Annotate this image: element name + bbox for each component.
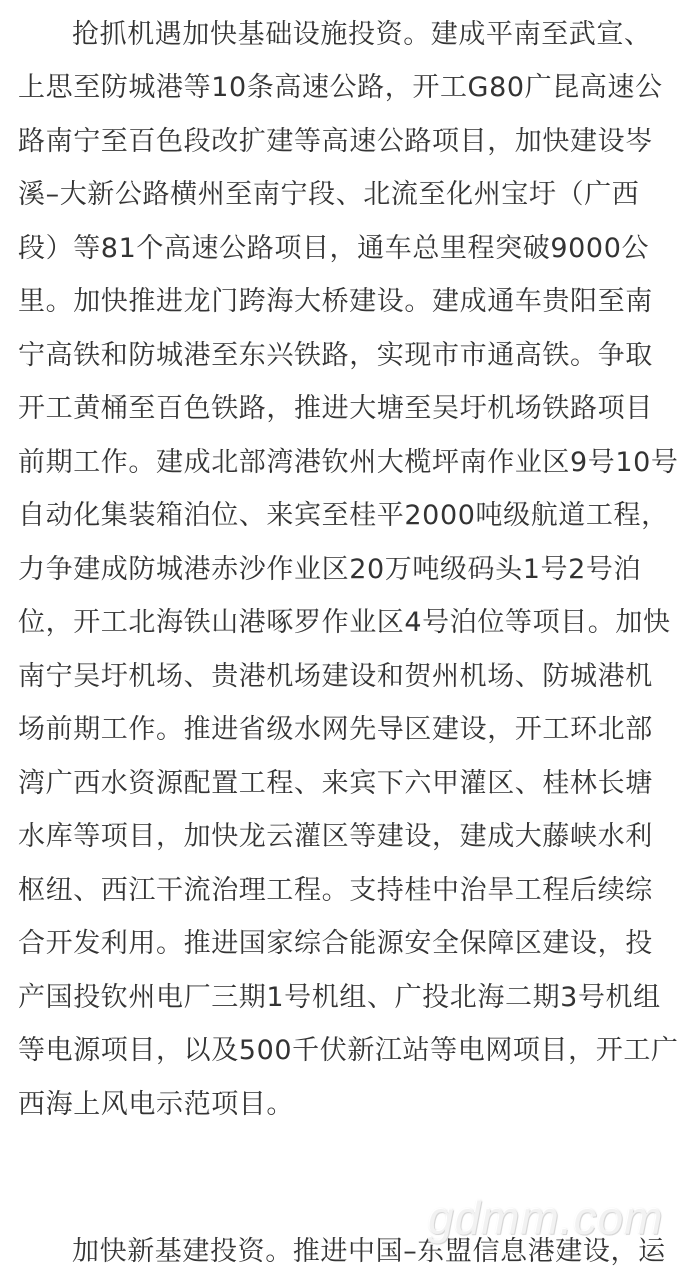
paragraph-1-line-2: 上思至防城港等10条高速公路，开工G80广昆高速公 [18,72,663,103]
paragraph-1-line-21: 西海上风电示范项目。 [18,1089,294,1120]
paragraph-1-line-5: 段）等81个高速公路项目，通车总里程突破9000公 [18,233,650,264]
paragraph-1-line-1: 抢抓机遇加快基础设施投资。建成平南至武宣、 [72,19,652,50]
paragraph-1-line-13: 南宁吴圩机场、贵港机场建设和贺州机场、防城港机 [18,661,653,692]
paragraph-1-line-19: 产国投钦州电厂三期1号机组、广投北海二期3号机组 [18,982,661,1013]
paragraph-1-line-18: 合开发利用。推进国家综合能源安全保障区建设，投 [18,928,653,959]
paragraph-1-line-12: 位，开工北海铁山港啄罗作业区4号泊位等项目。加快 [18,607,671,638]
paragraph-1-line-6: 里。加快推进龙门跨海大桥建设。建成通车贵阳至南 [18,286,653,317]
paragraph-1-line-15: 湾广西水资源配置工程、来宾下六甲灌区、桂林长塘 [18,768,653,799]
paragraph-1-line-10: 自动化集装箱泊位、来宾至桂平2000吨级航道工程， [18,500,669,531]
paragraph-1-line-8: 开工黄桶至百色铁路，推进大塘至吴圩机场铁路项目 [18,393,653,424]
paragraph-1-line-7: 宁高铁和防城港至东兴铁路，实现市市通高铁。争取 [18,340,653,371]
paragraph-1-line-4: 溪–大新公路横州至南宁段、北流至化州宝圩（广西 [18,179,640,210]
paragraph-1-line-11: 力争建成防城港赤沙作业区20万吨级码头1号2号泊 [18,554,642,585]
paragraph-1-line-3: 路南宁至百色段改扩建等高速公路项目，加快建设岑 [18,126,653,157]
paragraph-2-line-1: 加快新基建投资。推进中国–东盟信息港建设，运 [72,1236,666,1267]
watermark: gdmm.com [428,1192,664,1244]
paragraph-1-line-16: 水库等项目，加快龙云灌区等建设，建成大藤峡水利 [18,821,653,852]
paragraph-1-line-17: 枢纽、西江干流治理工程。支持桂中治旱工程后续综 [18,875,653,906]
paragraph-1-line-9: 前期工作。建成北部湾港钦州大榄坪南作业区9号10号 [18,447,679,478]
paragraph-1-line-20: 等电源项目，以及500千伏新江站等电网项目，开工广 [18,1035,679,1066]
paragraph-1-line-14: 场前期工作。推进省级水网先导区建设，开工环北部 [18,714,653,745]
